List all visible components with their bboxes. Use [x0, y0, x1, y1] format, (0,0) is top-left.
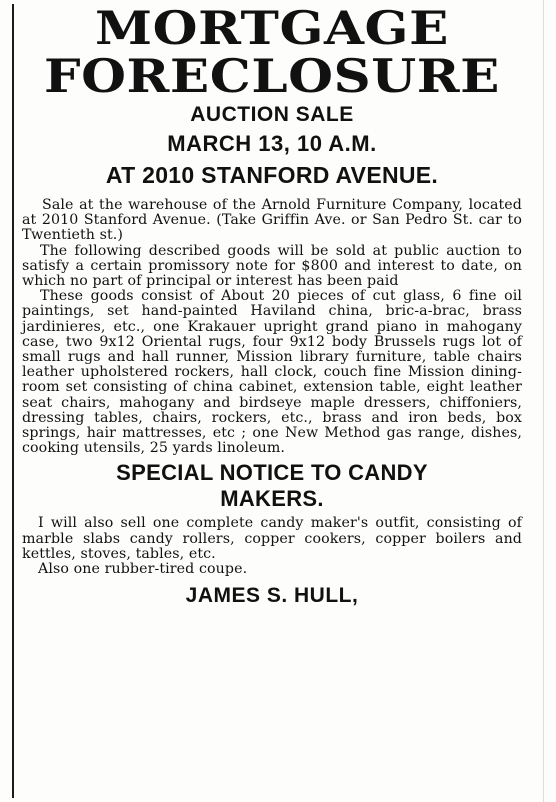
paragraph-coupe: Also one rubber-tired coupe. — [38, 561, 248, 578]
paragraph-promissory-note: The following described goods will be sold at public auction to satisfy a certain promissory note for $800 and interest to date, on which no part of principal or interest has been paid — [22, 242, 522, 290]
paragraph-goods-list: These goods consist of About 20 pieces of cut glass, 6 fine oil paintings, set hand-painted Haviland china, bric-a-brac, brass jardinieres, etc., one Krakauer upright grand piano in mahogany case, two 9x12 Oriental rugs, four 9x12 body Brussels rugs lot of small rugs and hall runner, Mission library furniture, table chairs leather upholstered rockers, hall clock, couch fine Mission dining-room set consisting of china cabinet, extension table, eight leather seat chairs, mahogany and birdseye maple dressers, chiffoniers, dressing tables, chairs, rockers, etc., brass and iron beds, box springs, hair mattresses, etc ; one New Method gas range, dishes, cooking utensils, 25 yards linoleum. — [22, 288, 522, 457]
location-subhead: AT 2010 STANFORD AVENUE. — [105, 162, 439, 188]
special-notice-line-1: SPECIAL NOTICE TO CANDY — [116, 460, 428, 486]
special-notice-line-2: MAKERS. — [220, 486, 324, 512]
headline-line-1: MORTGAGE — [95, 1, 449, 55]
paragraph-sale-location: Sale at the warehouse of the Arnold Furniture Company, located at 2010 Stanford Avenue. (Take Griffin Ave. or San Pedro St. car to Twentieth st.) — [22, 197, 522, 244]
paragraph-candy-outfit: I will also sell one complete candy maker's outfit, consisting of marble slabs candy rollers, copper cookers, copper boilers and kettles, stoves, tables, etc. — [22, 515, 522, 562]
headline — [0, 1, 552, 103]
column-rule-right — [543, 0, 544, 802]
headline-line-2: FORECLOSURE — [43, 49, 501, 103]
date-subhead: MARCH 13, 10 A.M. — [167, 131, 377, 156]
column-rule-left — [12, 4, 14, 798]
special-notice-heading — [22, 460, 522, 512]
signature: JAMES S. HULL, — [185, 584, 359, 608]
advertisement-column — [22, 1, 522, 609]
auction-sale-subhead: AUCTION SALE — [190, 103, 354, 126]
